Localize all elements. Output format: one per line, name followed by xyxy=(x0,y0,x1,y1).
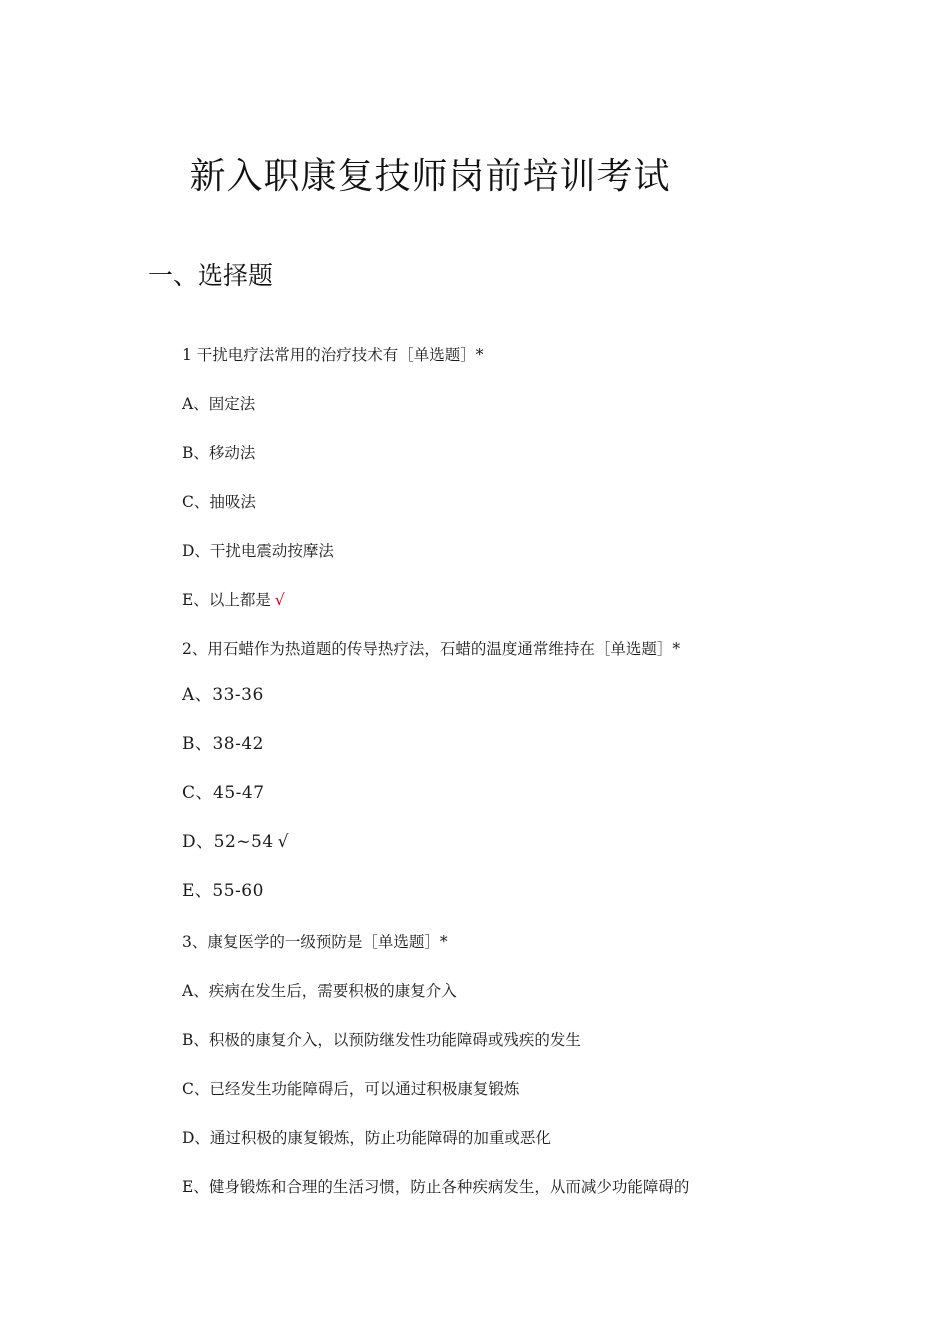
section-heading: 一、选择题 xyxy=(148,261,274,290)
document-title: 新入职康复技师岗前培训考试 xyxy=(189,156,671,197)
option-item: D、干扰电震动按摩法 xyxy=(182,542,334,560)
option-item: C、已经发生功能障碍后，可以通过积极康复锻炼 xyxy=(182,1080,520,1098)
check-mark-icon: √ xyxy=(277,832,289,852)
option-item: B、移动法 xyxy=(182,444,256,462)
option-item: A、33-36 xyxy=(182,685,264,705)
option-item-correct xyxy=(182,831,289,853)
option-item: C、45-47 xyxy=(182,783,265,803)
option-item: A、固定法 xyxy=(182,395,256,413)
option-item: E、健身锻炼和合理的生活习惯，防止各种疾病发生，从而减少功能障碍的 xyxy=(182,1178,690,1196)
option-text: E、以上都是 xyxy=(182,591,271,609)
option-item: E、55-60 xyxy=(182,881,264,901)
option-item-correct xyxy=(182,589,285,611)
question-stem: 2、用石蜡作为热道题的传导热疗法，石蜡的温度通常维持在［单选题］* xyxy=(182,640,681,658)
option-item: A、疾病在发生后，需要积极的康复介入 xyxy=(182,982,457,1000)
option-text: D、52~54 xyxy=(182,832,274,852)
option-item: C、抽吸法 xyxy=(182,493,256,511)
option-item: D、通过积极的康复锻炼，防止功能障碍的加重或恶化 xyxy=(182,1129,551,1147)
check-mark-icon: √ xyxy=(274,591,285,609)
question-stem: 1 干扰电疗法常用的治疗技术有［单选题］* xyxy=(182,346,484,364)
option-item: B、38-42 xyxy=(182,734,265,754)
question-stem: 3、康复医学的一级预防是［单选题］* xyxy=(182,933,448,951)
option-item: B、积极的康复介入，以预防继发性功能障碍或残疾的发生 xyxy=(182,1031,581,1049)
